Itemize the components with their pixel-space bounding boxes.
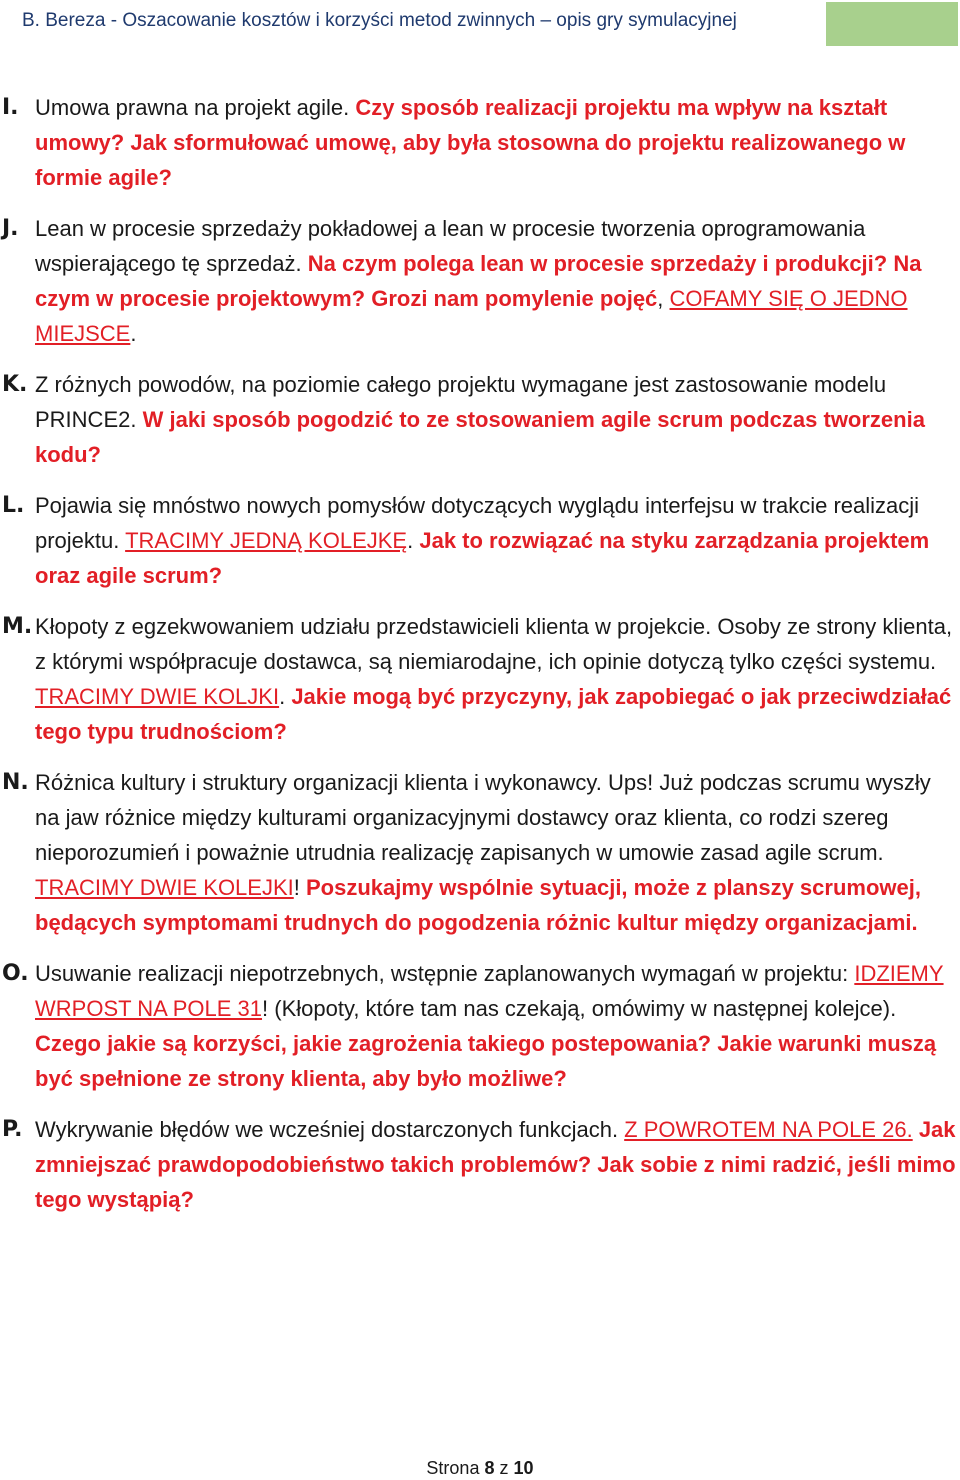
list-item-i	[0, 90, 960, 195]
item-letter: P.	[2, 1117, 23, 1142]
item-segment: .	[279, 684, 292, 709]
item-segment: !	[293, 875, 306, 900]
item-segment: ! (Kłopoty, które tam nas czekają, omówimy w następnej kolejce).	[262, 996, 897, 1021]
header-title: B. Bereza - Oszacowanie kosztów i korzyści metod zwinnych – opis gry symulacyjnej	[22, 10, 737, 31]
item-letter: O.	[2, 961, 29, 986]
item-segment: .	[407, 528, 420, 553]
item-text	[35, 1117, 956, 1212]
item-text	[35, 961, 944, 1091]
item-text	[35, 493, 929, 588]
item-text	[35, 372, 925, 467]
item-segment: Usuwanie realizacji niepotrzebnych, wstępnie zaplanowanych wymagań w projektu:	[35, 961, 855, 986]
item-letter: N.	[2, 770, 29, 795]
move-instruction-link[interactable]: TRACIMY JEDNĄ KOLEJKĘ	[125, 528, 408, 553]
item-segment: .	[130, 321, 137, 346]
item-letter: J.	[2, 216, 19, 241]
total-pages-number: 10	[513, 1458, 534, 1478]
item-question: Jak to rozwiązać na styku zarządzania projektem oraz agile scrum?	[35, 528, 930, 588]
document-body	[0, 90, 960, 1233]
move-instruction-link[interactable]: IDZIEMY WRPOST NA POLE 31	[35, 961, 944, 1021]
item-text	[35, 216, 921, 346]
move-instruction-link[interactable]: COFAMY SIĘ O JEDNO MIEJSCE	[35, 286, 908, 346]
item-segment: Lean w procesie sprzedaży pokładowej a lean w procesie tworzenia oprogramowania wspierającego tę sprzedaż.	[35, 216, 866, 276]
move-instruction-link[interactable]: TRACIMY DWIE KOLJKI	[35, 684, 280, 709]
item-segment: Umowa prawna na projekt agile.	[35, 95, 356, 120]
header-color-block	[826, 2, 958, 46]
page-label: Strona	[426, 1458, 480, 1478]
list-item-o	[0, 956, 960, 1096]
move-instruction-link[interactable]: TRACIMY DWIE KOLEJKI	[35, 875, 294, 900]
item-letter: L.	[2, 493, 25, 518]
item-segment: Z różnych powodów, na poziomie całego projektu wymagane jest zastosowanie modelu PRINCE2.	[35, 372, 887, 432]
list-item-n	[0, 765, 960, 940]
item-question: Czy sposób realizacji projektu ma wpływ na kształt umowy? Jak sformułować umowę, aby była stosowna do projektu realizowanego w formie agile?	[35, 95, 906, 190]
list-item-p	[0, 1112, 960, 1217]
item-question: Na czym polega lean w procesie sprzedaży i produkcji? Na czym w procesie projektowym? Grozi nam pomylenie pojęć	[35, 251, 922, 311]
item-text	[35, 614, 952, 744]
list-item-l	[0, 488, 960, 593]
page-of-label: z	[499, 1458, 509, 1478]
item-segment: Różnica kultury i struktury organizacji klienta i wykonawcy. Ups! Już podczas scrumu wyszły na jaw różnice między kulturami organizacyjnymi dostawcy oraz klienta, co rodzi szereg nieporozumień i poważnie utrudnia realizację zapisanych w umowie zasad agile scrum.	[35, 770, 931, 865]
item-question: Jak zmniejszać prawdopodobieństwo takich problemów? Jak sobie z nimi radzić, jeśli mimo tego wystąpią?	[35, 1117, 956, 1212]
item-letter: M.	[2, 614, 33, 639]
list-item-m	[0, 609, 960, 749]
item-segment: Wykrywanie błędów we wcześniej dostarczonych funkcjach.	[35, 1117, 625, 1142]
item-text	[35, 95, 905, 190]
item-letter: K.	[2, 372, 28, 397]
item-question: Jakie mogą być przyczyny, jak zapobiegać o jak przeciwdziałać tego typu trudnościom?	[35, 684, 952, 744]
current-page-number: 8	[484, 1458, 495, 1478]
item-question: Czego jakie są korzyści, jakie zagrożenia takiego postepowania? Jakie warunki muszą być spełnione ze strony klienta, aby było możliwe?	[35, 1031, 937, 1091]
list-item-k	[0, 367, 960, 472]
item-segment: Kłopoty z egzekwowaniem udziału przedstawicieli klienta w projekcie. Osoby ze strony klienta, z którymi współpracuje dostawca, są niemiarodajne, ich opinie dotyczą tylko części systemu.	[35, 614, 953, 674]
item-segment: ,	[657, 286, 670, 311]
item-question: Poszukajmy wspólnie sytuacji, może z planszy scrumowej, będących symptomami trudnych do pogodzenia różnic kultur między organizacjami.	[35, 875, 921, 935]
item-text	[35, 770, 931, 935]
page-header	[0, 0, 960, 50]
page-footer	[0, 1458, 960, 1479]
item-letter: I.	[2, 95, 19, 120]
item-segment: Pojawia się mnóstwo nowych pomysłów dotyczących wyglądu interfejsu w trakcie realizacji projektu.	[35, 493, 920, 553]
list-item-j	[0, 211, 960, 351]
move-instruction-link[interactable]: Z POWROTEM NA POLE 26.	[624, 1117, 913, 1142]
item-question: W jaki sposób pogodzić to ze stosowaniem agile scrum podczas tworzenia kodu?	[35, 407, 925, 467]
